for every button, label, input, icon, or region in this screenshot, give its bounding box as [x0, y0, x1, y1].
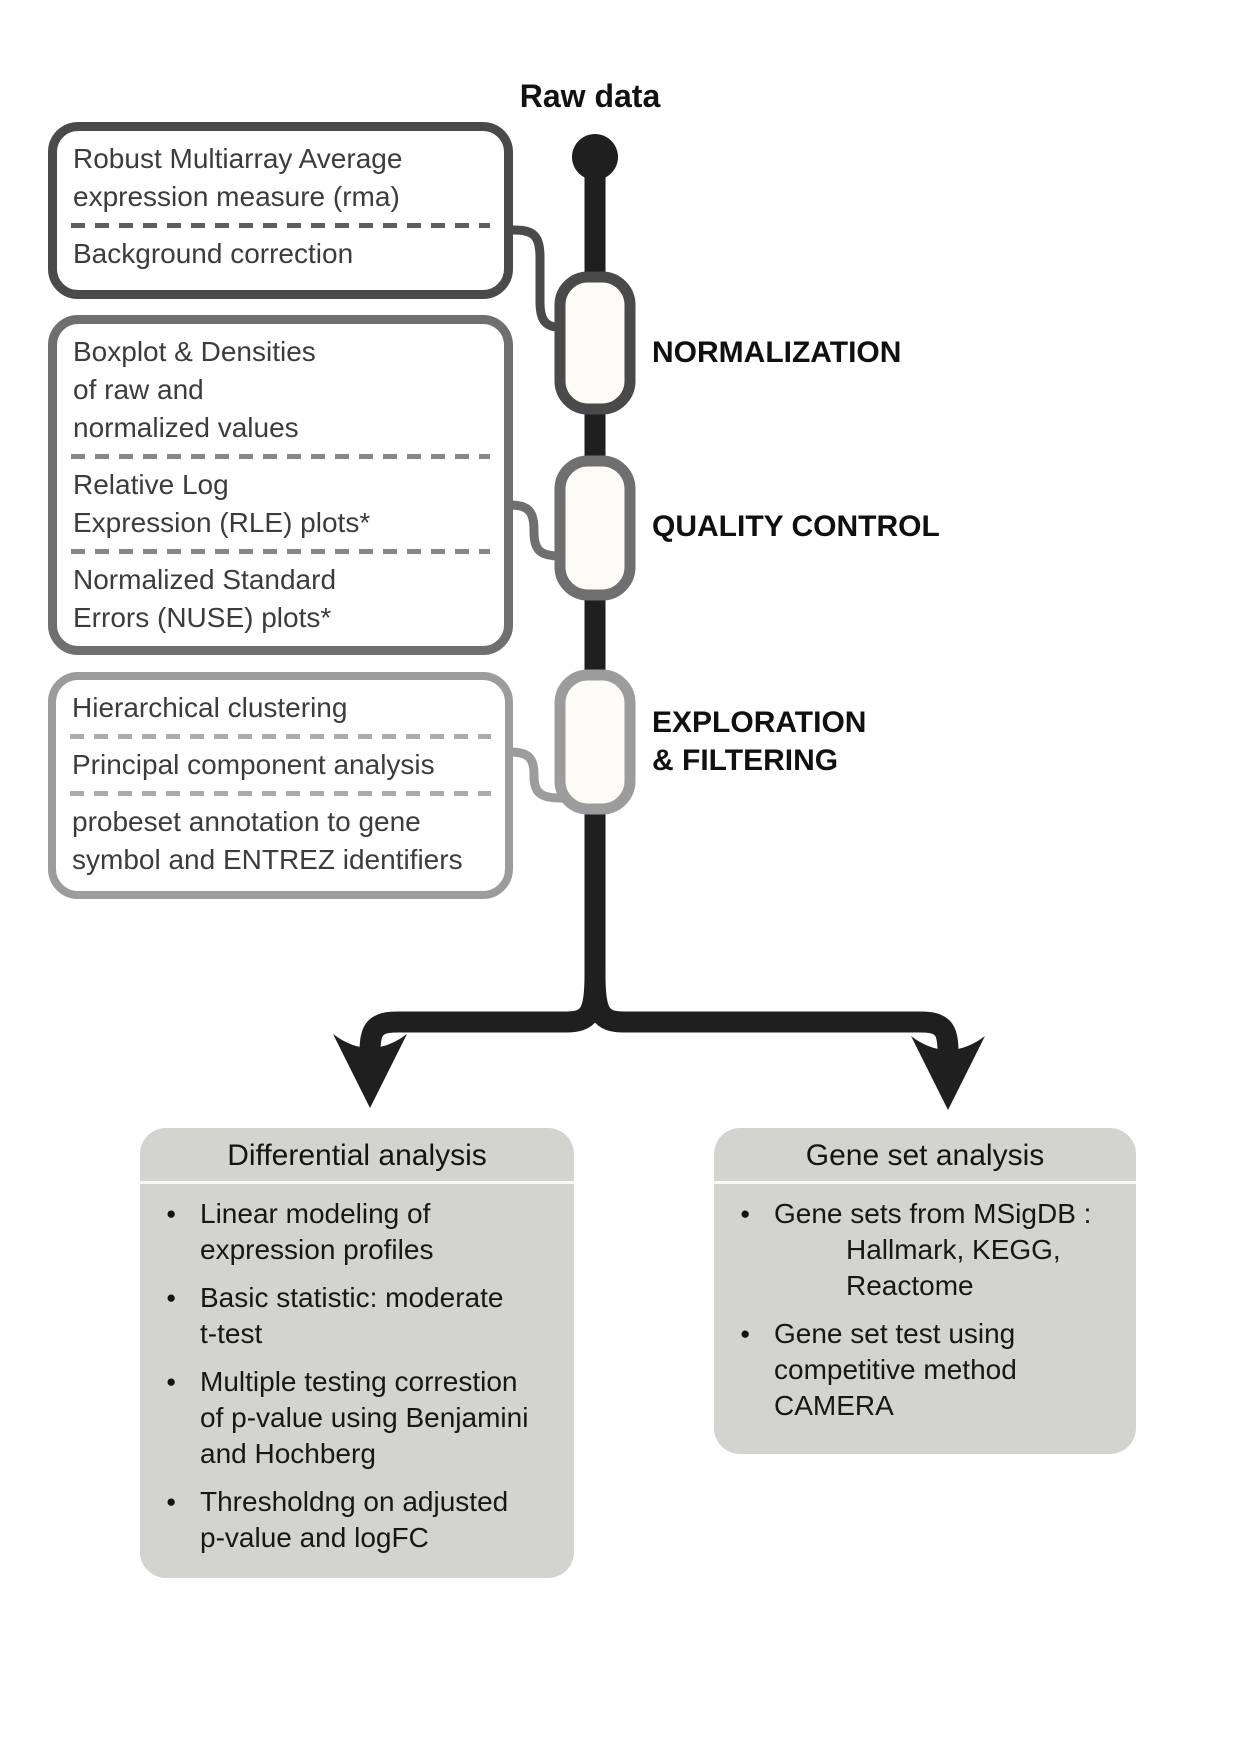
bullet-list	[714, 1184, 1136, 1424]
bullet-item-text: Basic statistic: moderate t-test	[200, 1282, 504, 1349]
stage-label-normalization: NORMALIZATION	[652, 336, 902, 369]
normalization-node	[560, 277, 630, 409]
branch-right	[595, 975, 948, 1060]
bullet-item-text: Gene set test using competitive method CAMERA	[774, 1318, 1017, 1421]
pipeline-step-text: probeset annotation to gene	[72, 806, 421, 837]
pipeline-step-text: Normalized Standard	[73, 564, 337, 595]
pipeline-step-text: symbol and ENTREZ identifiers	[72, 844, 463, 875]
pipeline-step-text: Principal component analysis	[72, 749, 435, 780]
result-box-gene-set-analysis	[714, 1128, 1136, 1454]
bullet-item-text: Gene sets from MSigDB : Hallmark, KEGG, Reactome	[774, 1198, 1092, 1301]
pipeline-step-text: Hierarchical clustering	[72, 692, 348, 723]
stage-label-quality-control: QUALITY CONTROL	[652, 510, 940, 543]
dashed-divider	[70, 791, 491, 796]
pipeline-step-text: expression measure (rma)	[73, 181, 400, 212]
start-node-dot	[572, 134, 618, 180]
pipeline-box-section	[70, 741, 491, 789]
raw-data-label: Raw data	[519, 78, 661, 114]
bullet-icon: ●	[166, 1492, 177, 1511]
dashed-divider	[71, 549, 490, 554]
result-box-title: Gene set analysis	[805, 1139, 1045, 1172]
pipeline-step-text: Robust Multiarray Average	[73, 143, 403, 174]
bullet-icon: ●	[740, 1324, 751, 1343]
pipeline-box-section	[71, 328, 490, 452]
stage-label-line: EXPLORATION	[652, 706, 867, 739]
bullet-icon: ●	[166, 1372, 177, 1391]
bullet-item	[166, 1196, 566, 1268]
bullet-icon: ●	[166, 1204, 177, 1223]
bullet-item	[166, 1484, 566, 1556]
quality-control-node	[560, 461, 630, 595]
stage-label-line: & FILTERING	[652, 744, 839, 777]
pipeline-box-exploration	[48, 672, 513, 899]
dashed-divider	[71, 223, 490, 228]
bullet-item-text: Linear modeling of expression profiles	[200, 1198, 434, 1265]
bullet-list	[140, 1184, 574, 1556]
pipeline-step-text: Errors (NUSE) plots*	[73, 602, 332, 633]
exploration-node	[560, 675, 630, 809]
pipeline-step-text: Relative Log	[73, 469, 229, 500]
pipeline-step-text: normalized values	[73, 412, 299, 443]
bullet-item	[740, 1316, 1128, 1424]
pipeline-box-section	[71, 461, 490, 547]
pipeline-box-quality-control	[48, 315, 513, 655]
dashed-divider	[71, 454, 490, 459]
pipeline-box-section	[70, 684, 491, 732]
branch-left	[370, 975, 595, 1060]
stage-label-exploration	[652, 704, 866, 780]
result-box-title: Differential analysis	[227, 1139, 487, 1172]
bullet-item-text: Thresholdng on adjusted p-value and logFC	[200, 1486, 509, 1553]
dashed-divider	[70, 734, 491, 739]
result-box-differential-analysis	[140, 1128, 574, 1578]
pipeline-step-text: Expression (RLE) plots*	[73, 507, 371, 538]
pipeline-step-text: of raw and	[73, 374, 204, 405]
bullet-item-text: Multiple testing correstion of p-value using Benjamini and Hochberg	[200, 1366, 529, 1469]
pipeline-box-section	[71, 230, 490, 278]
bullet-item	[166, 1364, 566, 1472]
pipeline-box-section	[71, 135, 490, 221]
pipeline-box-normalization	[48, 122, 513, 299]
bullet-icon: ●	[166, 1288, 177, 1307]
pipeline-step-text: Boxplot & Densities	[73, 336, 316, 367]
bullet-item	[166, 1280, 566, 1352]
bullet-item	[740, 1196, 1128, 1304]
pipeline-box-section	[71, 556, 490, 642]
pipeline-box-section	[70, 798, 491, 884]
pipeline-step-text: Background correction	[73, 238, 354, 269]
bullet-icon: ●	[740, 1204, 751, 1223]
